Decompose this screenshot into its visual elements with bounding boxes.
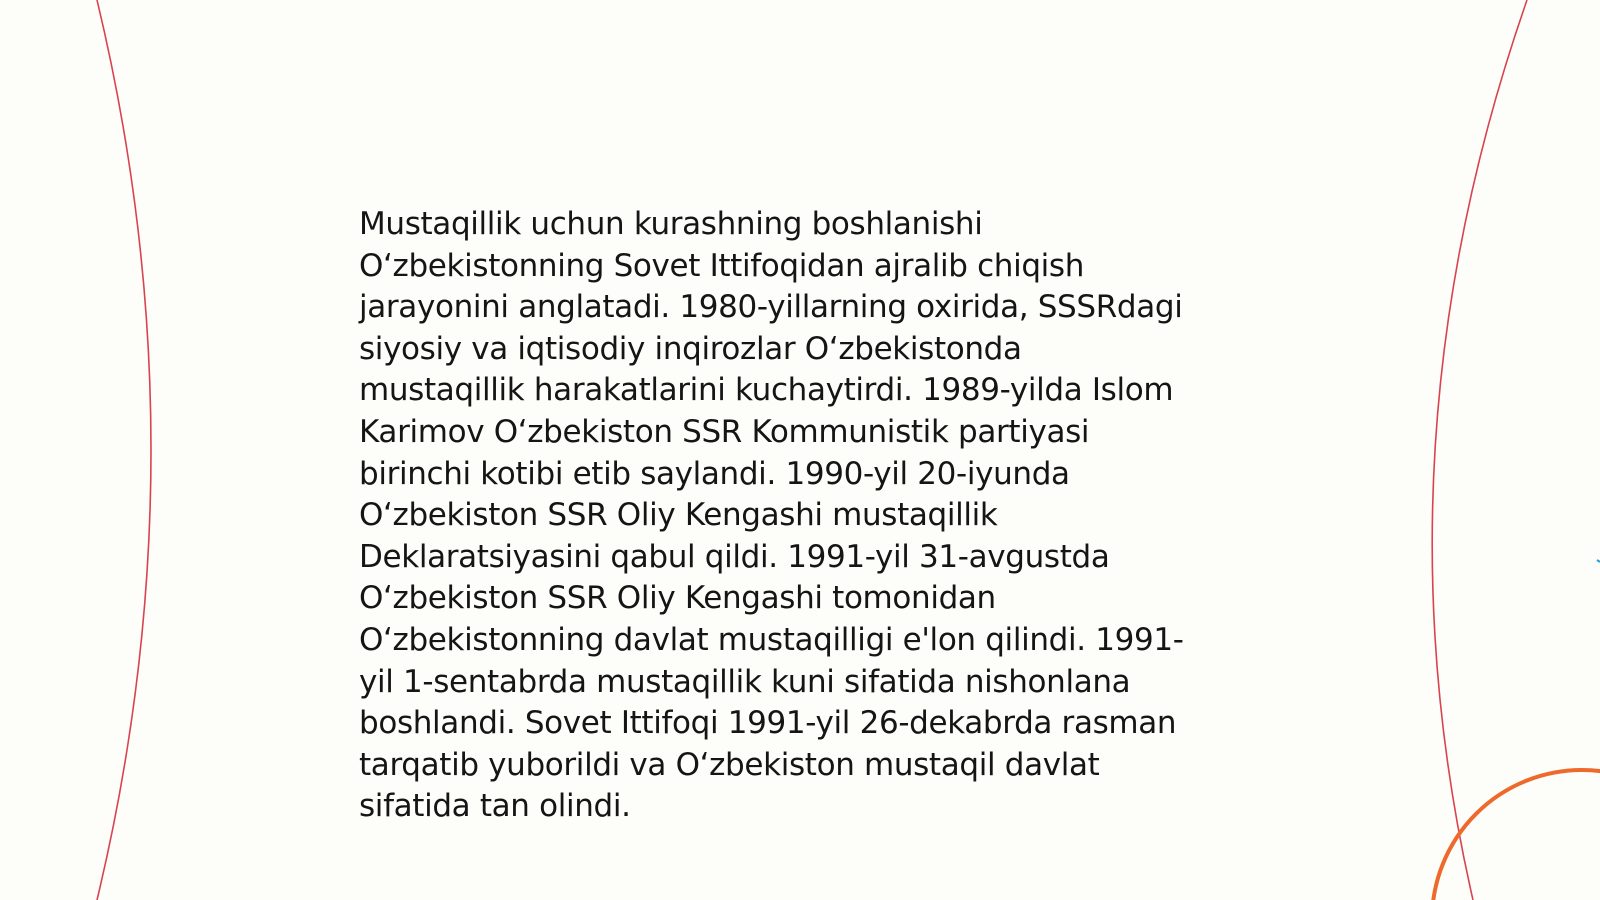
orange-ring-shape — [1432, 770, 1600, 900]
slide-body-text: Mustaqillik uchun kurashning boshlanishi O‘zbekistonning Sovet Ittifoqidan ajralib chiqish jarayonini anglatadi. 1980-yillarning oxirida, SSSRdagi siyosiy va iqtisodiy inqirozlar O‘zbekistonda mustaqillik harakatlarini kuchaytirdi. 1989-yilda Islom Karimov O‘zbekiston SSR Kommunistik partiyasi birinchi kotibi etib saylandi. 1990-yil 20-iyunda O‘zbekiston SSR Oliy Kengashi mustaqillik Deklaratsiyasini qabul qildi. 1991-yil 31-avgustda O‘zbekiston SSR Oliy Kengashi tomonidan O‘zbekistonning davlat mustaqilligi e'lon qilindi. 1991- yil 1-sentabrda mustaqillik kuni sifatida nishonlana boshlandi. Sovet Ittifoqi 1991-yil 26-dekabrda rasman tarqatib yuborildi va O‘zbekiston mustaqil davlat sifatida tan olindi. — [359, 206, 1184, 825]
right-arc-line — [1432, 0, 1527, 900]
left-arc-line — [97, 0, 151, 900]
